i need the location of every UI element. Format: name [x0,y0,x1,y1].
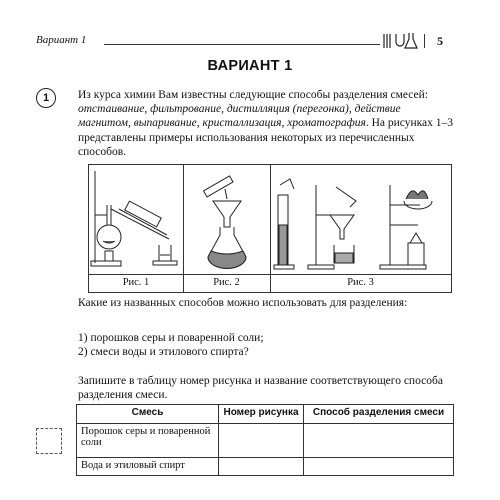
question-items [78,331,456,359]
table-row [77,424,454,458]
page-number: 5 [437,34,443,48]
question-instruction: Запишите в таблицу номер рисунка и название соответствующего способа разделения смеси. [78,375,443,402]
answer-table [76,404,454,476]
distillation-apparatus-icon [89,165,183,273]
table-header-row [77,405,454,424]
table-header-mixture: Смесь [77,405,219,424]
methods-list: отстаивание, фильтрование, дистилляция (перегонка), действие магнитом, выпаривание, кристаллизация, хроматография [78,103,401,130]
question-ask: Какие из названных способов можно использовать для разделения: [78,297,408,309]
captions-row [89,274,451,293]
table-cell-figure-input[interactable] [219,424,304,458]
table-cell-figure-input[interactable] [219,458,304,476]
running-head: Вариант 1 [36,34,87,46]
table-row [77,458,454,476]
question-number: 1 [36,88,56,108]
header-rule [104,44,380,45]
question-intro [78,88,456,159]
table-cell-method-input[interactable] [304,458,454,476]
figure-2 [183,165,271,292]
answer-score-box[interactable] [36,428,62,454]
page-title: ВАРИАНТ 1 [207,58,293,74]
table-cell-mixture: Порошок серы и поваренной соли [77,424,219,458]
filtration-apparatus-icon [183,165,270,273]
flask-icon [382,30,422,52]
table-cell-mixture: Вода и этиловый спирт [77,458,219,476]
table-header-method: Способ разделения смеси [304,405,454,424]
question-item-1: 1) порошков серы и поваренной соли; [78,332,264,344]
question-item-2: 2) смеси воды и этилового спирта? [78,346,249,359]
intro-text-before: Из курса химии Вам известны следующие способы разделения смесей: [78,89,429,101]
figure-1 [89,165,184,292]
page-separator [424,34,425,48]
figure-3 [270,165,451,292]
separation-setups-icon [270,165,451,273]
figures-panel [88,164,452,293]
caption-fig-3: Рис. 3 [347,277,374,288]
caption-fig-2: Рис. 2 [213,277,240,288]
table-header-figure-number: Номер рисунка [219,405,304,424]
intro-text-after: . На рисунках 1–3 представлены примеры использования некоторых из перечисленных способов. [78,117,454,158]
table-cell-method-input[interactable] [304,424,454,458]
caption-fig-1: Рис. 1 [122,277,150,288]
